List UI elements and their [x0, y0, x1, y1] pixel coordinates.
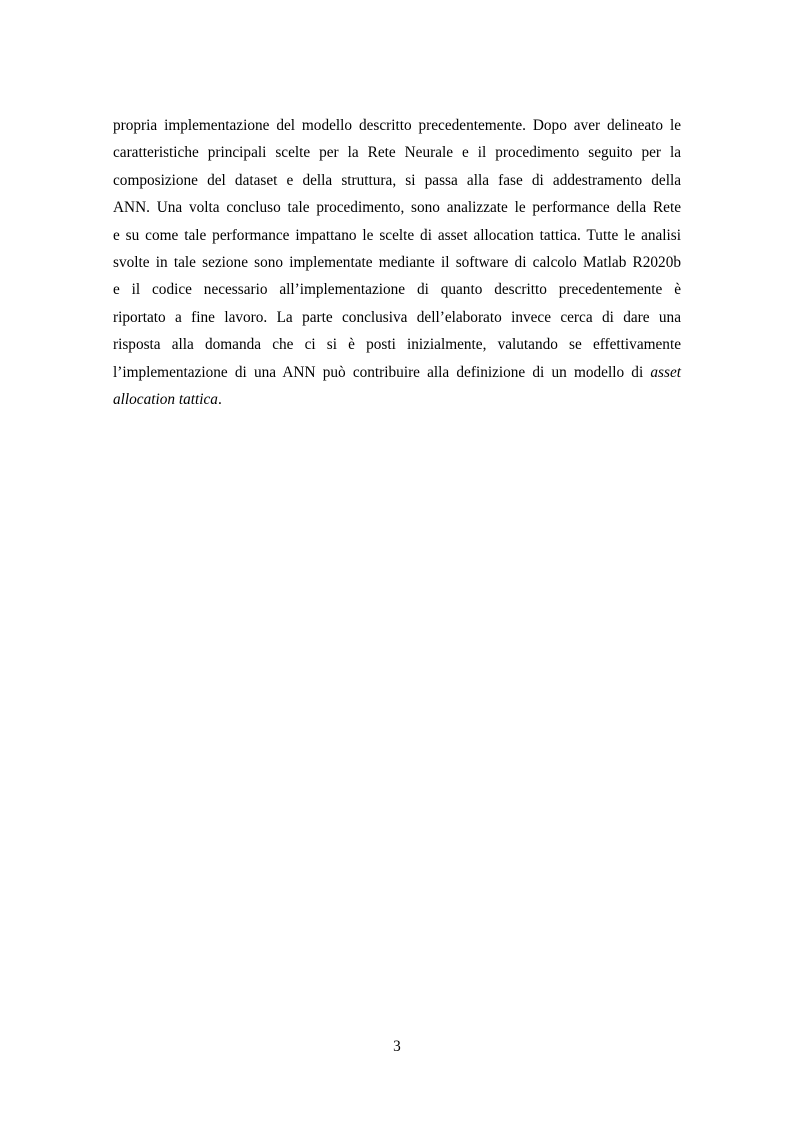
paragraph-line-5 [113, 222, 681, 249]
paragraph-line-2 [113, 139, 681, 166]
page-number: 3 [393, 1038, 401, 1055]
paragraph-line-10 [113, 359, 681, 386]
line-text: . [217, 390, 222, 408]
paragraph-line-4 [113, 194, 681, 221]
line-text: e il codice necessario all’implementazione di quanto descritto precedentemente è [113, 281, 681, 299]
paragraph-line-1 [113, 112, 681, 139]
paragraph-line-8 [113, 304, 681, 331]
paragraph-line-9 [113, 331, 681, 358]
italic-term: asset [650, 363, 681, 381]
line-text: risposta alla domanda che ci si è posti inizialmente, valutando se effettivamente [113, 336, 681, 354]
line-text: ANN. Una volta concluso tale procedimento, sono analizzate le performance della Rete [113, 199, 681, 217]
paragraph-line-11 [113, 386, 681, 413]
line-text: caratteristiche principali scelte per la Rete Neurale e il procedimento seguito per la [113, 144, 681, 162]
italic-term: allocation tattica [113, 390, 218, 408]
paragraph-line-7 [113, 276, 681, 303]
line-text: svolte in tale sezione sono implementate mediante il software di calcolo Matlab R2020b [113, 253, 681, 271]
line-text: composizione del dataset e della struttura, si passa alla fase di addestramento della [113, 171, 681, 189]
body-paragraph [113, 112, 681, 413]
line-text: l’implementazione di una ANN può contribuire alla definizione di un modello di [113, 363, 644, 381]
paragraph-line-6 [113, 249, 681, 276]
line-text: e su come tale performance impattano le scelte di asset allocation tattica. Tutte le analisi [113, 226, 681, 244]
line-text: riportato a fine lavoro. La parte conclusiva dell’elaborato invece cerca di dare una [113, 308, 681, 326]
paragraph-line-3 [113, 167, 681, 194]
line-text: propria implementazione del modello descritto precedentemente. Dopo aver delineato le [113, 117, 681, 134]
